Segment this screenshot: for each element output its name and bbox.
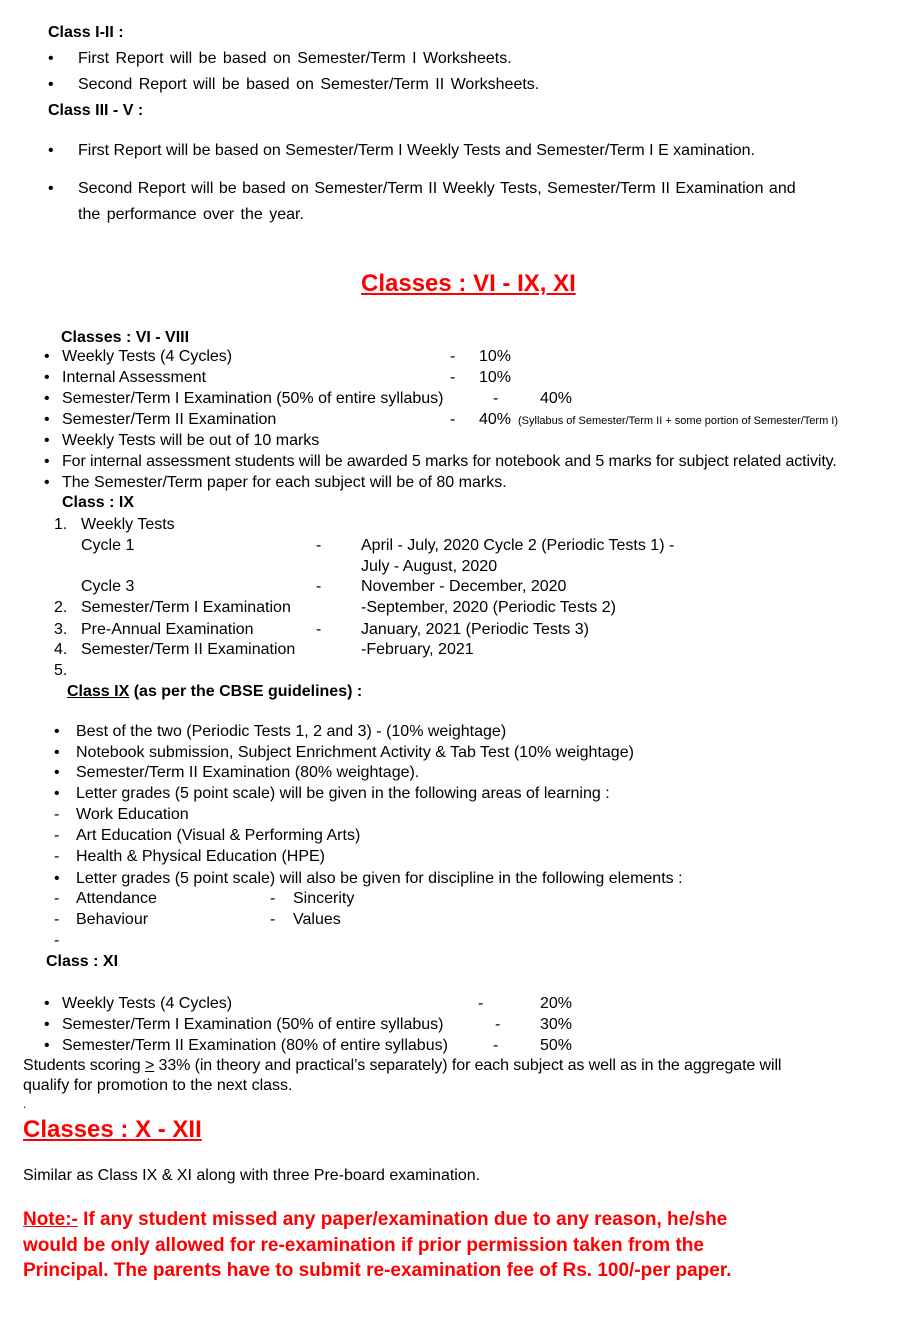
exam-value: -February, 2021	[361, 641, 474, 658]
section-title-6-11: Classes : VI - IX, XI	[361, 270, 576, 297]
note-item: For internal assessment students will be awarded 5 marks for notebook and 5 marks for subject related activity.	[62, 453, 837, 470]
row-label: Semester/Term I Examination (50% of entire syllabus)	[62, 390, 444, 407]
element-item: Attendance	[76, 890, 157, 907]
list-item: Best of the two (Periodic Tests 1, 2 and 3) - (10% weightage)	[76, 723, 507, 740]
row-dash: -	[495, 1016, 501, 1033]
element-item: Values	[293, 911, 341, 928]
list-number: 4.	[54, 641, 68, 658]
bullet: •	[44, 411, 50, 428]
dash-marker: -	[54, 848, 60, 865]
greater-equal-sign: >	[144, 1057, 155, 1074]
note-line-1	[23, 1209, 727, 1231]
row-label: Weekly Tests (4 Cycles)	[62, 995, 233, 1012]
cycle-value: July - August, 2020	[361, 558, 498, 575]
bullet: •	[54, 764, 60, 781]
area-item: Art Education (Visual & Performing Arts)	[76, 827, 361, 844]
row-value: 10%	[479, 369, 512, 386]
class-11-heading: Class : XI	[46, 953, 119, 970]
bullet: •	[44, 1016, 50, 1033]
row-note: (Syllabus of Semester/Term II + some portion of Semester/Term I)	[518, 415, 839, 427]
class-1-2-heading: Class I-II :	[48, 24, 124, 41]
bullet: •	[44, 432, 50, 449]
bullet: •	[44, 390, 50, 407]
bullet: •	[44, 995, 50, 1012]
row-value: 50%	[540, 1037, 573, 1054]
row-value: 40%	[479, 411, 512, 428]
row-label: Semester/Term I Examination (50% of entire syllabus)	[62, 1016, 444, 1033]
cycle-value: April - July, 2020 Cycle 2 (Periodic Tests 1) -	[361, 537, 675, 554]
bullet: •	[44, 348, 50, 365]
row-value: 20%	[540, 995, 573, 1012]
row-label: Weekly Tests (4 Cycles)	[62, 348, 233, 365]
area-item: Work Education	[76, 806, 189, 823]
bullet: •	[44, 1037, 50, 1054]
dash-marker: -	[54, 932, 60, 949]
exam-dash: -	[316, 621, 322, 638]
cycle-dash: -	[316, 537, 322, 554]
list-number: 3.	[54, 621, 68, 638]
list-item-continuation: the performance over the year.	[78, 206, 304, 223]
cycle-label: Cycle 3	[81, 578, 135, 595]
class-9-cbse-heading	[67, 683, 362, 701]
note-item: Weekly Tests will be out of 10 marks	[62, 432, 320, 449]
note-text-1: If any student missed any paper/examination due to any reason, he/she	[77, 1209, 728, 1230]
bullet: •	[48, 50, 54, 67]
row-value: 30%	[540, 1016, 573, 1033]
cycle-dash: -	[316, 578, 322, 595]
cycle-value: November - December, 2020	[361, 578, 567, 595]
bullet: •	[48, 180, 54, 197]
exam-label: Semester/Term I Examination	[81, 599, 291, 616]
element-item: Behaviour	[76, 911, 149, 928]
bullet: •	[48, 142, 54, 159]
dash-marker: -	[54, 890, 60, 907]
exam-label: Semester/Term II Examination	[81, 641, 296, 658]
list-item: Second Report will be based on Semester/Term II Weekly Tests, Semester/Term II Examination and	[78, 180, 796, 197]
note-line-2: would be only allowed for re-examination if prior permission taken from the	[23, 1235, 704, 1256]
class-9-cbse-heading-underlined: Class IX	[67, 683, 130, 700]
row-value: 40%	[540, 390, 573, 407]
note-line-3: Principal. The parents have to submit re-examination fee of Rs. 100/-per paper.	[23, 1260, 732, 1281]
list-number: 2.	[54, 599, 68, 616]
dash-marker: -	[270, 911, 276, 928]
dash-marker: -	[54, 806, 60, 823]
class-6-8-heading: Classes : VI - VIII	[61, 329, 190, 346]
cycle-label: Cycle 1	[81, 537, 135, 554]
element-item: Sincerity	[293, 890, 355, 907]
class-9-cbse-heading-rest: (as per the CBSE guidelines) :	[129, 683, 363, 700]
promotion-text	[23, 1057, 781, 1075]
list-number: 1.	[54, 516, 68, 533]
bullet: •	[44, 474, 50, 491]
dash-marker: -	[270, 890, 276, 907]
row-dash: -	[493, 1037, 499, 1054]
class-9-heading: Class : IX	[62, 494, 135, 511]
row-value: 10%	[479, 348, 512, 365]
row-dash: -	[478, 995, 484, 1012]
promotion-text-b: 33% (in theory and practical’s separately) for each subject as well as in the aggregate will	[154, 1057, 782, 1074]
row-label: Semester/Term II Examination	[62, 411, 277, 428]
list-item: Semester/Term II Examination (80% weightage).	[76, 764, 420, 781]
dash-marker: -	[54, 911, 60, 928]
row-dash: -	[450, 369, 456, 386]
row-dash: -	[450, 411, 456, 428]
weekly-tests-label: Weekly Tests	[81, 516, 175, 533]
discipline-item: Letter grades (5 point scale) will also be given for discipline in the following elements :	[76, 870, 683, 887]
row-label: Internal Assessment	[62, 369, 207, 386]
stray-dot: .	[23, 1097, 27, 1111]
list-item: First Report will be based on Semester/Term I Weekly Tests and Semester/Term I E xamination.	[78, 142, 755, 159]
bullet: •	[54, 744, 60, 761]
row-dash: -	[493, 390, 499, 407]
list-item: First Report will be based on Semester/Term I Worksheets.	[78, 50, 512, 67]
promotion-text-a: Students scoring	[23, 1057, 145, 1074]
promotion-text-c: qualify for promotion to the next class.	[23, 1077, 293, 1094]
list-item: Letter grades (5 point scale) will be given in the following areas of learning :	[76, 785, 610, 802]
bullet: •	[54, 723, 60, 740]
bullet: •	[54, 870, 60, 887]
list-item: Second Report will be based on Semester/Term II Worksheets.	[78, 76, 540, 93]
exam-label: Pre-Annual Examination	[81, 621, 254, 638]
list-number: 5.	[54, 662, 68, 679]
dash-marker: -	[54, 827, 60, 844]
exam-value: January, 2021 (Periodic Tests 3)	[361, 621, 589, 638]
bullet: •	[48, 76, 54, 93]
row-dash: -	[450, 348, 456, 365]
class-3-5-heading: Class III - V :	[48, 102, 144, 119]
bullet: •	[44, 369, 50, 386]
area-item: Health & Physical Education (HPE)	[76, 848, 325, 865]
note-item: The Semester/Term paper for each subject will be of 80 marks.	[62, 474, 507, 491]
row-label: Semester/Term II Examination (80% of entire syllabus)	[62, 1037, 448, 1054]
bullet: •	[54, 785, 60, 802]
exam-value: -September, 2020 (Periodic Tests 2)	[361, 599, 616, 616]
bullet: •	[44, 453, 50, 470]
section-title-10-12: Classes : X - XII	[23, 1116, 202, 1143]
note-label: Note:-	[23, 1209, 78, 1230]
list-item: Notebook submission, Subject Enrichment Activity & Tab Test (10% weightage)	[76, 744, 634, 761]
section-10-12-text: Similar as Class IX & XI along with three Pre-board examination.	[23, 1167, 481, 1184]
